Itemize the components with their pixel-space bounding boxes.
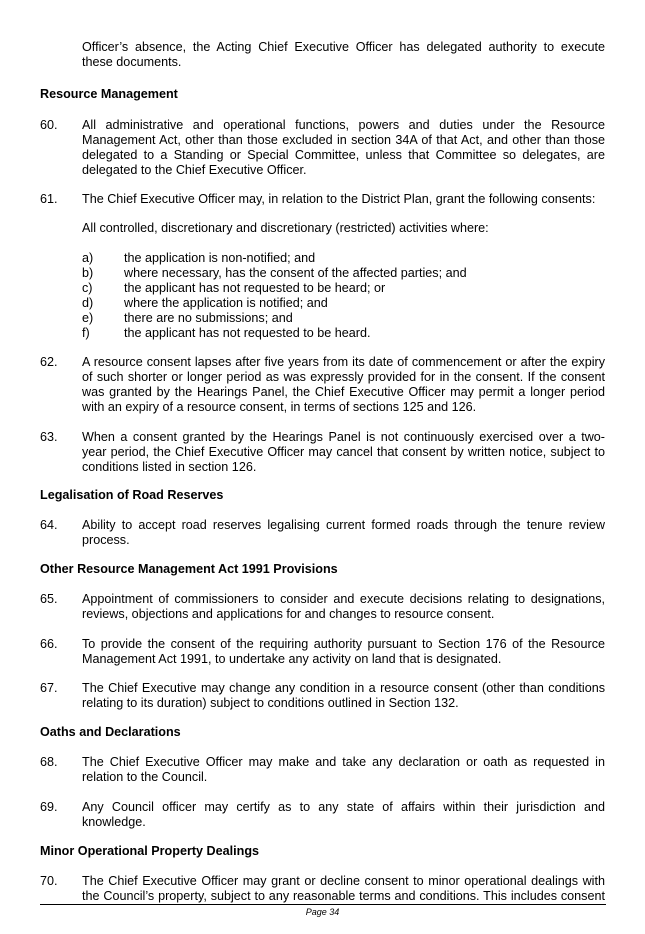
text-line: When a consent granted by the Hearings Panel is not continuously exercised over a two- <box>82 430 605 444</box>
sub-item-text: the application is non-notified; and <box>124 251 316 265</box>
item-68-text <box>82 755 605 785</box>
sub-item-text: where necessary, has the consent of the affected parties; and <box>124 266 467 280</box>
item-number: 64. <box>40 518 58 532</box>
text-line: The Chief Executive Officer may, in relation to the District Plan, grant the following consents: <box>82 192 596 206</box>
item-64-text <box>82 518 605 548</box>
text-line: A resource consent lapses after five years from its date of commencement or after the expiry <box>82 355 605 369</box>
text-line: delegated to the Chief Executive Officer. <box>82 163 307 177</box>
item-62-text <box>82 355 605 415</box>
section-heading-oaths: Oaths and Declarations <box>40 725 181 739</box>
text-line: conditions listed in section 126. <box>82 460 257 474</box>
sub-item-letter: d) <box>82 296 94 310</box>
sub-item-letter: b) <box>82 266 94 280</box>
item-60-text <box>82 118 605 178</box>
item-number: 62. <box>40 355 58 369</box>
item-number: 63. <box>40 430 58 444</box>
sub-item-letter: c) <box>82 281 93 295</box>
text-line: delegated to a Standing or Special Committee, unless that Committee so delegates, are <box>82 148 605 162</box>
intro-paragraph <box>82 40 605 70</box>
footer-divider <box>40 904 606 905</box>
text-line: year period, the Chief Executive Officer may cancel that consent by written notice, subject to <box>82 445 605 459</box>
text-line: Management Act 1991, to undertake any activity on land that is designated. <box>82 652 502 666</box>
item-65-text <box>82 592 605 622</box>
text-line: All controlled, discretionary and discretionary (restricted) activities where: <box>82 221 489 235</box>
text-line: To provide the consent of the requiring authority pursuant to Section 176 of the Resource <box>82 637 605 651</box>
item-69-text <box>82 800 605 830</box>
item-70-text <box>82 874 605 904</box>
item-number: 69. <box>40 800 58 814</box>
sub-item-text: the applicant has not requested to be heard; or <box>124 281 386 295</box>
section-heading-resource-management: Resource Management <box>40 87 178 101</box>
text-line: of such shorter or longer period as was expressly provided for in the consent. If the consent <box>82 370 605 384</box>
text-line: All administrative and operational functions, powers and duties under the Resource <box>82 118 605 132</box>
text-line: The Chief Executive Officer may grant or decline consent to minor operational dealings with <box>82 874 605 888</box>
text-line: knowledge. <box>82 815 146 829</box>
item-number: 65. <box>40 592 58 606</box>
text-line: the Council’s property, subject to any reasonable terms and conditions. This includes consent <box>82 889 605 903</box>
page-number: Page 34 <box>305 907 340 917</box>
text-line: relation to the Council. <box>82 770 208 784</box>
text-line: Management Act, other than those excluded in section 34A of that Act, and other than those <box>82 133 605 147</box>
section-heading-minor-property: Minor Operational Property Dealings <box>40 844 260 858</box>
text-line: Officer’s absence, the Acting Chief Executive Officer has delegated authority to execute <box>82 40 605 54</box>
item-67-text <box>82 681 605 711</box>
section-heading-legalisation: Legalisation of Road Reserves <box>40 488 224 502</box>
text-line: Appointment of commissioners to consider and execute decisions relating to designations, <box>82 592 605 606</box>
text-line: relating to its duration) subject to conditions outlined in Section 132. <box>82 696 459 710</box>
sub-item-text: the applicant has not requested to be heard. <box>124 326 371 340</box>
text-line: was granted by the Hearings Panel, the Chief Executive Officer may permit a longer period <box>82 385 605 399</box>
item-number: 68. <box>40 755 58 769</box>
item-number: 67. <box>40 681 58 695</box>
item-number: 61. <box>40 192 58 206</box>
text-line: with an expiry of a resource consent, in terms of sections 125 and 126. <box>82 400 477 414</box>
sub-item-letter: a) <box>82 251 94 265</box>
section-heading-other-rma: Other Resource Management Act 1991 Provisions <box>40 562 338 576</box>
item-number: 70. <box>40 874 58 888</box>
text-line: Any Council officer may certify as to any state of affairs within their jurisdiction and <box>82 800 605 814</box>
sub-item-text: where the application is notified; and <box>124 296 328 310</box>
text-line: process. <box>82 533 130 547</box>
item-61-sub-intro <box>82 221 605 236</box>
sub-item-text: there are no submissions; and <box>124 311 293 325</box>
sub-item-letter: e) <box>82 311 94 325</box>
text-line: reviews, objections and applications for and changes to resource consent. <box>82 607 495 621</box>
text-line: The Chief Executive Officer may make and take any declaration or oath as requested in <box>82 755 605 769</box>
item-number: 60. <box>40 118 58 132</box>
text-line: these documents. <box>82 55 182 69</box>
item-66-text <box>82 637 605 667</box>
item-61-text <box>82 192 605 207</box>
text-line: Ability to accept road reserves legalising current formed roads through the tenure review <box>82 518 605 532</box>
text-line: The Chief Executive may change any condition in a resource consent (other than conditions <box>82 681 605 695</box>
item-number: 66. <box>40 637 58 651</box>
sub-item-letter: f) <box>82 326 90 340</box>
item-63-text <box>82 430 605 475</box>
